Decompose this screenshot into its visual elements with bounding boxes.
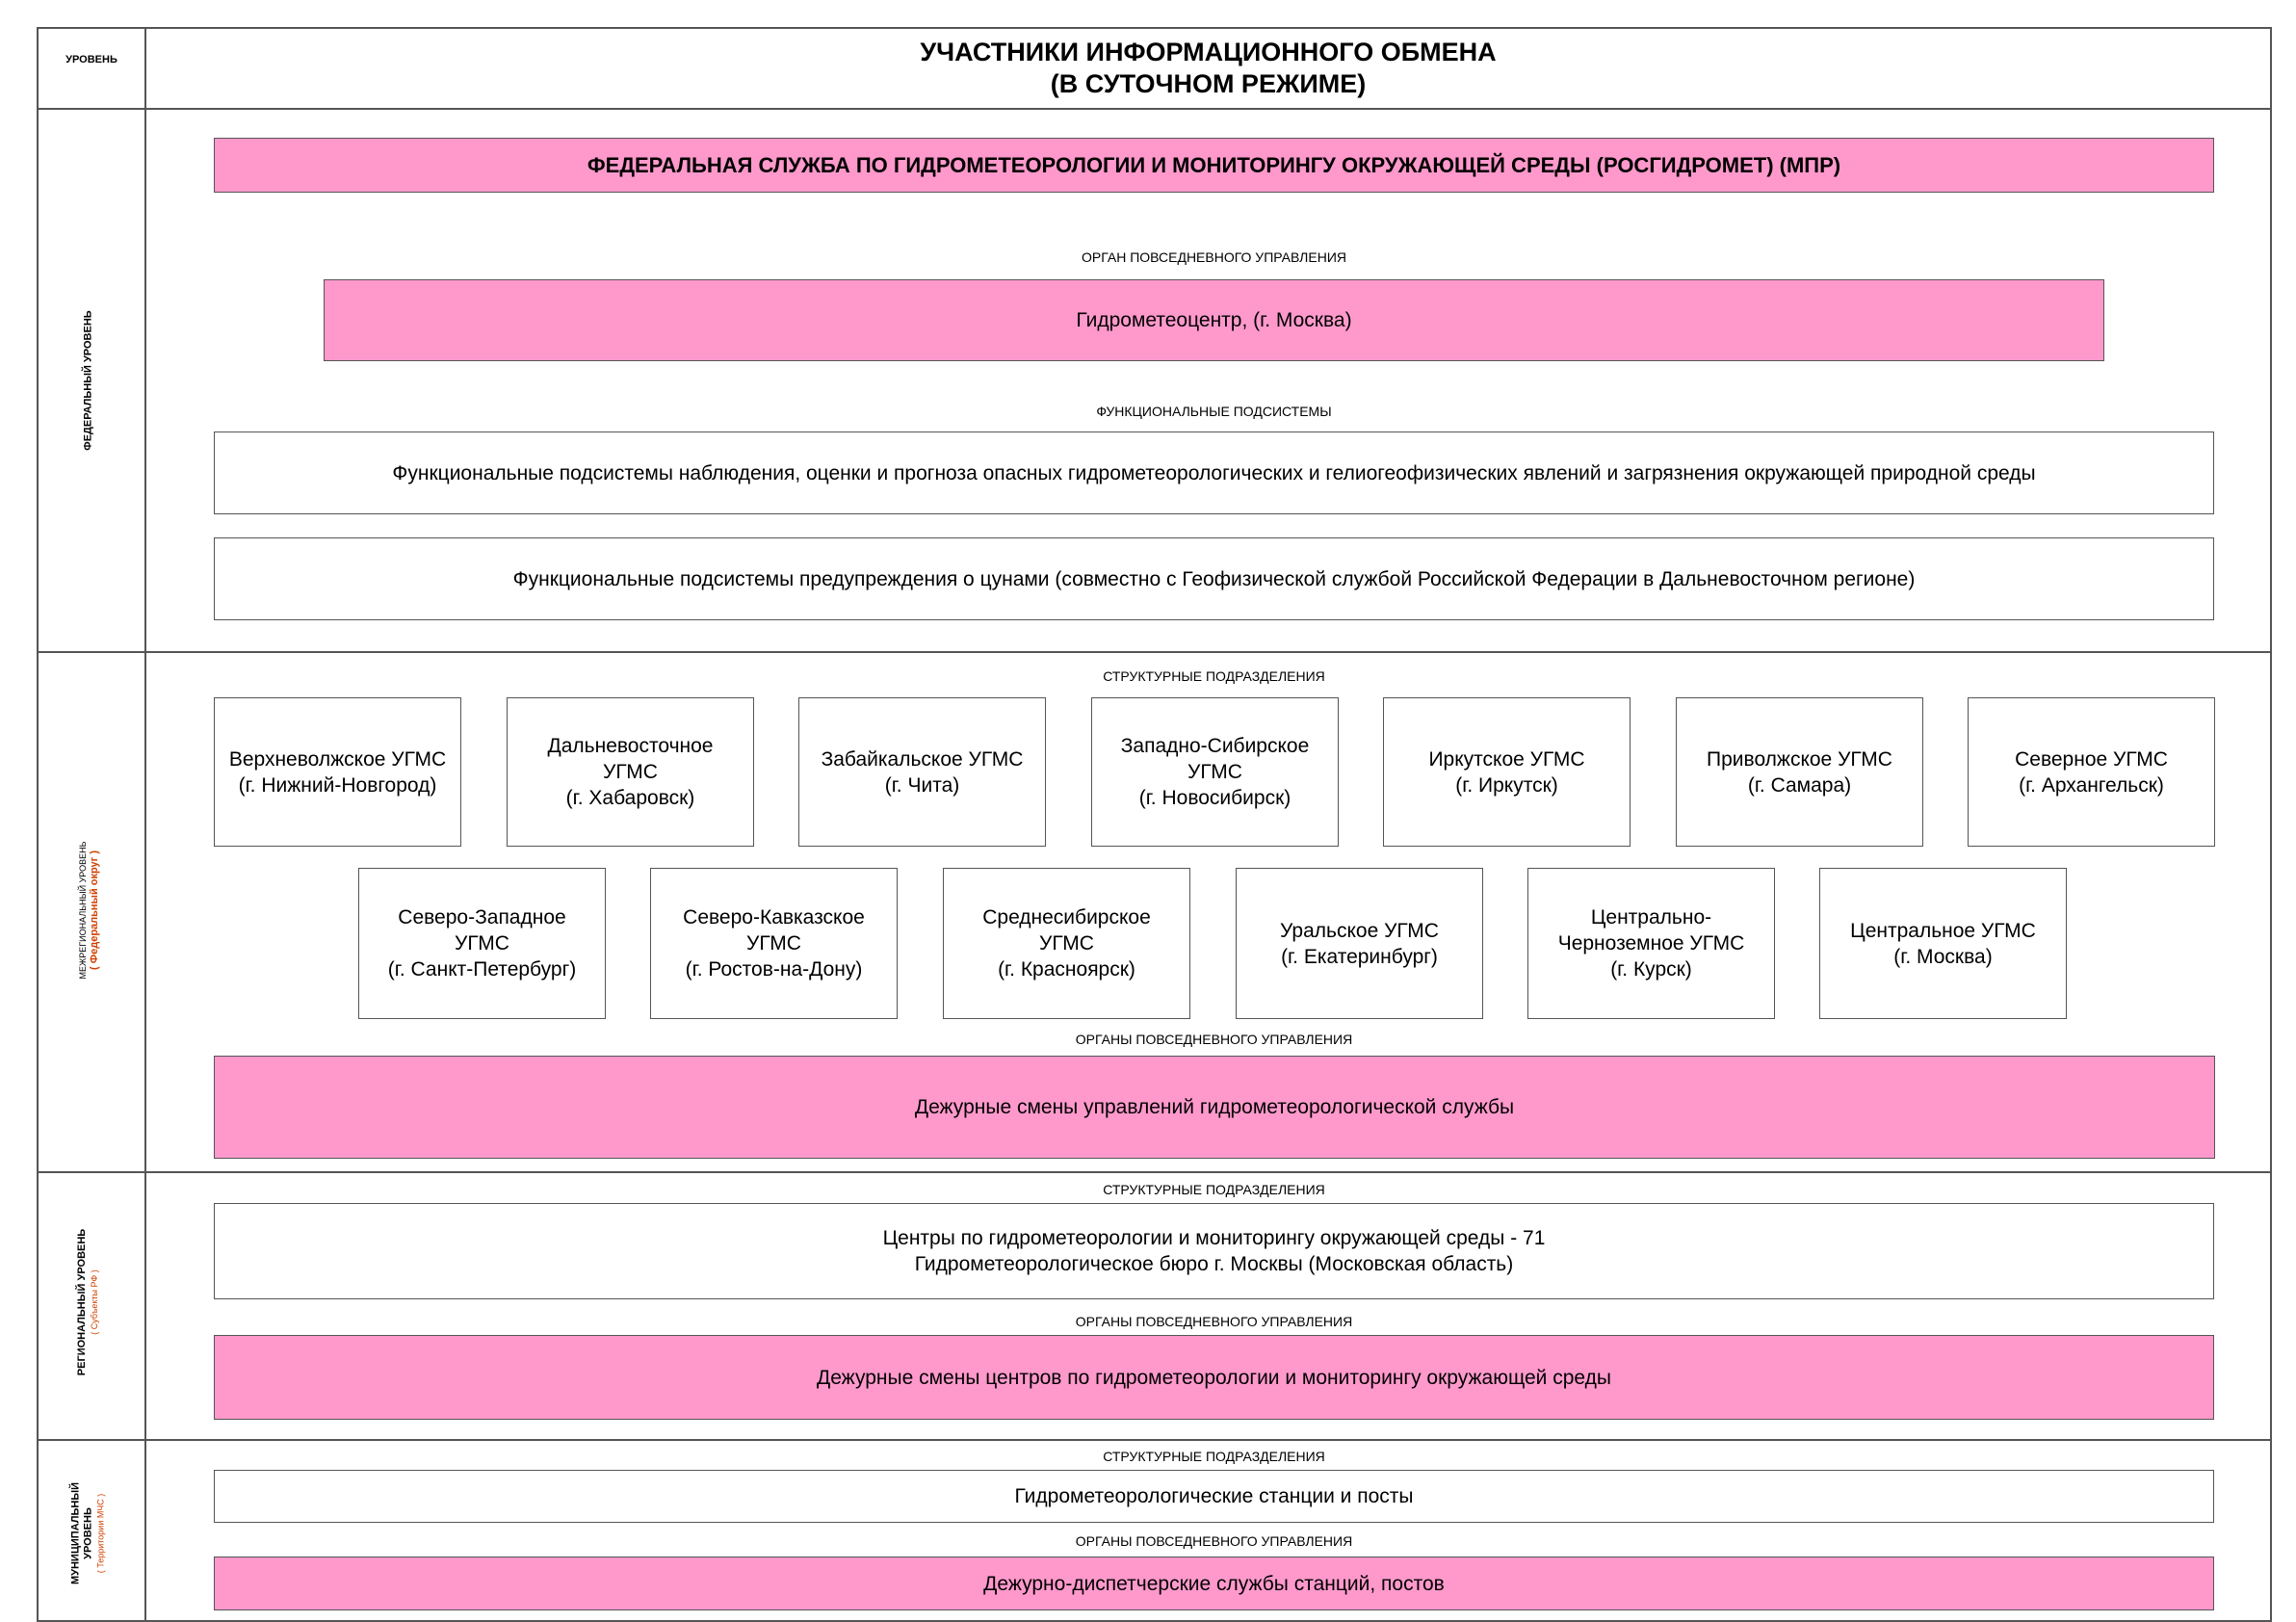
federal-func-box-1: Функциональные подсистемы наблюдения, оценки и прогноза опасных гидрометеорологических и гелиогеофизических явлений и загрязнения окружающей природной среды (214, 432, 2214, 514)
interregional-mgmt-box: Дежурные смены управлений гидрометеорологической службы (214, 1056, 2215, 1159)
interregional-struct-caption: СТРУКТУРНЫЕ ПОДРАЗДЕЛЕНИЯ (1103, 668, 1325, 684)
federal-func-caption: ФУНКЦИОНАЛЬНЫЕ ПОДСИСТЕМЫ (1096, 404, 1332, 419)
row-divider-federal (37, 651, 2272, 653)
municipal-struct-caption: СТРУКТУРНЫЕ ПОДРАЗДЕЛЕНИЯ (1103, 1449, 1325, 1464)
ugms-box: Северо-Кавказское УГМС (г. Ростов-на-Дону) (650, 868, 898, 1019)
row-divider-regional (37, 1439, 2272, 1441)
title-line-2: (В СУТОЧНОМ РЕЖИМЕ) (1050, 69, 1367, 98)
ugms-box: Центрально- Черноземное УГМС (г. Курск) (1527, 868, 1775, 1019)
frame-divider-vertical (144, 27, 146, 1621)
title-line-1: УЧАСТНИКИ ИНФОРМАЦИОННОГО ОБМЕНА (920, 38, 1497, 66)
frame-left (37, 27, 39, 1621)
regional-mgmt-box: Дежурные смены центров по гидрометеорологии и мониторингу окружающей среды (214, 1335, 2214, 1420)
municipal-mgmt-box: Дежурно-диспетчерские службы станций, постов (214, 1557, 2214, 1610)
ugms-box: Верхневолжское УГМС (г. Нижний-Новгород) (214, 697, 461, 847)
level-column-header: УРОВЕНЬ (65, 54, 117, 65)
regional-struct-caption: СТРУКТУРНЫЕ ПОДРАЗДЕЛЕНИЯ (1103, 1182, 1325, 1197)
page-title (146, 27, 2270, 104)
row-divider-interregional (37, 1171, 2272, 1173)
level-label-regional: РЕГИОНАЛЬНЫЙ УРОВЕНЬ ( Субъекты РФ ) (76, 1228, 99, 1376)
ugms-box: Северное УГМС (г. Архангельск) (1968, 697, 2215, 847)
ugms-box: Северо-Западное УГМС (г. Санкт-Петербург) (358, 868, 606, 1019)
level-label-interregional: МЕЖРЕГИОНАЛЬНЫЙ УРОВЕНЬ ( Федеральный округ ) (78, 841, 100, 980)
row-divider-header (37, 108, 2272, 110)
frame-right (2270, 27, 2272, 1621)
ugms-box: Среднесибирское УГМС (г. Красноярск) (943, 868, 1190, 1019)
municipal-struct-box: Гидрометеорологические станции и посты (214, 1470, 2214, 1523)
federal-head-box: ФЕДЕРАЛЬНАЯ СЛУЖБА ПО ГИДРОМЕТЕОРОЛОГИИ И МОНИТОРИНГУ ОКРУЖАЮЩЕЙ СРЕДЫ (РОСГИДРОМЕТ) (МПР) (214, 138, 2214, 193)
ugms-box: Приволжское УГМС (г. Самара) (1676, 697, 1923, 847)
level-label-municipal: МУНИЦИПАЛЬНЫЙ УРОВЕНЬ ( Территории МЧС ) (69, 1481, 106, 1585)
ugms-box: Иркутское УГМС (г. Иркутск) (1383, 697, 1631, 847)
regional-struct-box: Центры по гидрометеорологии и мониторингу окружающей среды - 71 Гидрометеорологическое бюро г. Москвы (Московская область) (214, 1203, 2214, 1299)
level-label-federal: ФЕДЕРАЛЬНЫЙ УРОВЕНЬ (82, 310, 94, 451)
federal-mgmt-box: Гидрометеоцентр, (г. Москва) (324, 279, 2104, 361)
regional-mgmt-caption: ОРГАНЫ ПОВСЕДНЕВНОГО УПРАВЛЕНИЯ (1075, 1314, 1353, 1329)
ugms-box: Забайкальское УГМС (г. Чита) (798, 697, 1046, 847)
federal-mgmt-caption: ОРГАН ПОВСЕДНЕВНОГО УПРАВЛЕНИЯ (1081, 249, 1346, 265)
ugms-box: Центральное УГМС (г. Москва) (1819, 868, 2067, 1019)
ugms-box: Дальневосточное УГМС (г. Хабаровск) (507, 697, 754, 847)
federal-func-box-2: Функциональные подсистемы предупреждения о цунами (совместно с Геофизической службой Российской Федерации в Дальневосточном регионе) (214, 537, 2214, 620)
municipal-mgmt-caption: ОРГАНЫ ПОВСЕДНЕВНОГО УПРАВЛЕНИЯ (1075, 1533, 1353, 1549)
ugms-box: Западно-Сибирское УГМС (г. Новосибирск) (1091, 697, 1339, 847)
interregional-mgmt-caption: ОРГАНЫ ПОВСЕДНЕВНОГО УПРАВЛЕНИЯ (1075, 1032, 1353, 1047)
ugms-box: Уральское УГМС (г. Екатеринбург) (1236, 868, 1483, 1019)
